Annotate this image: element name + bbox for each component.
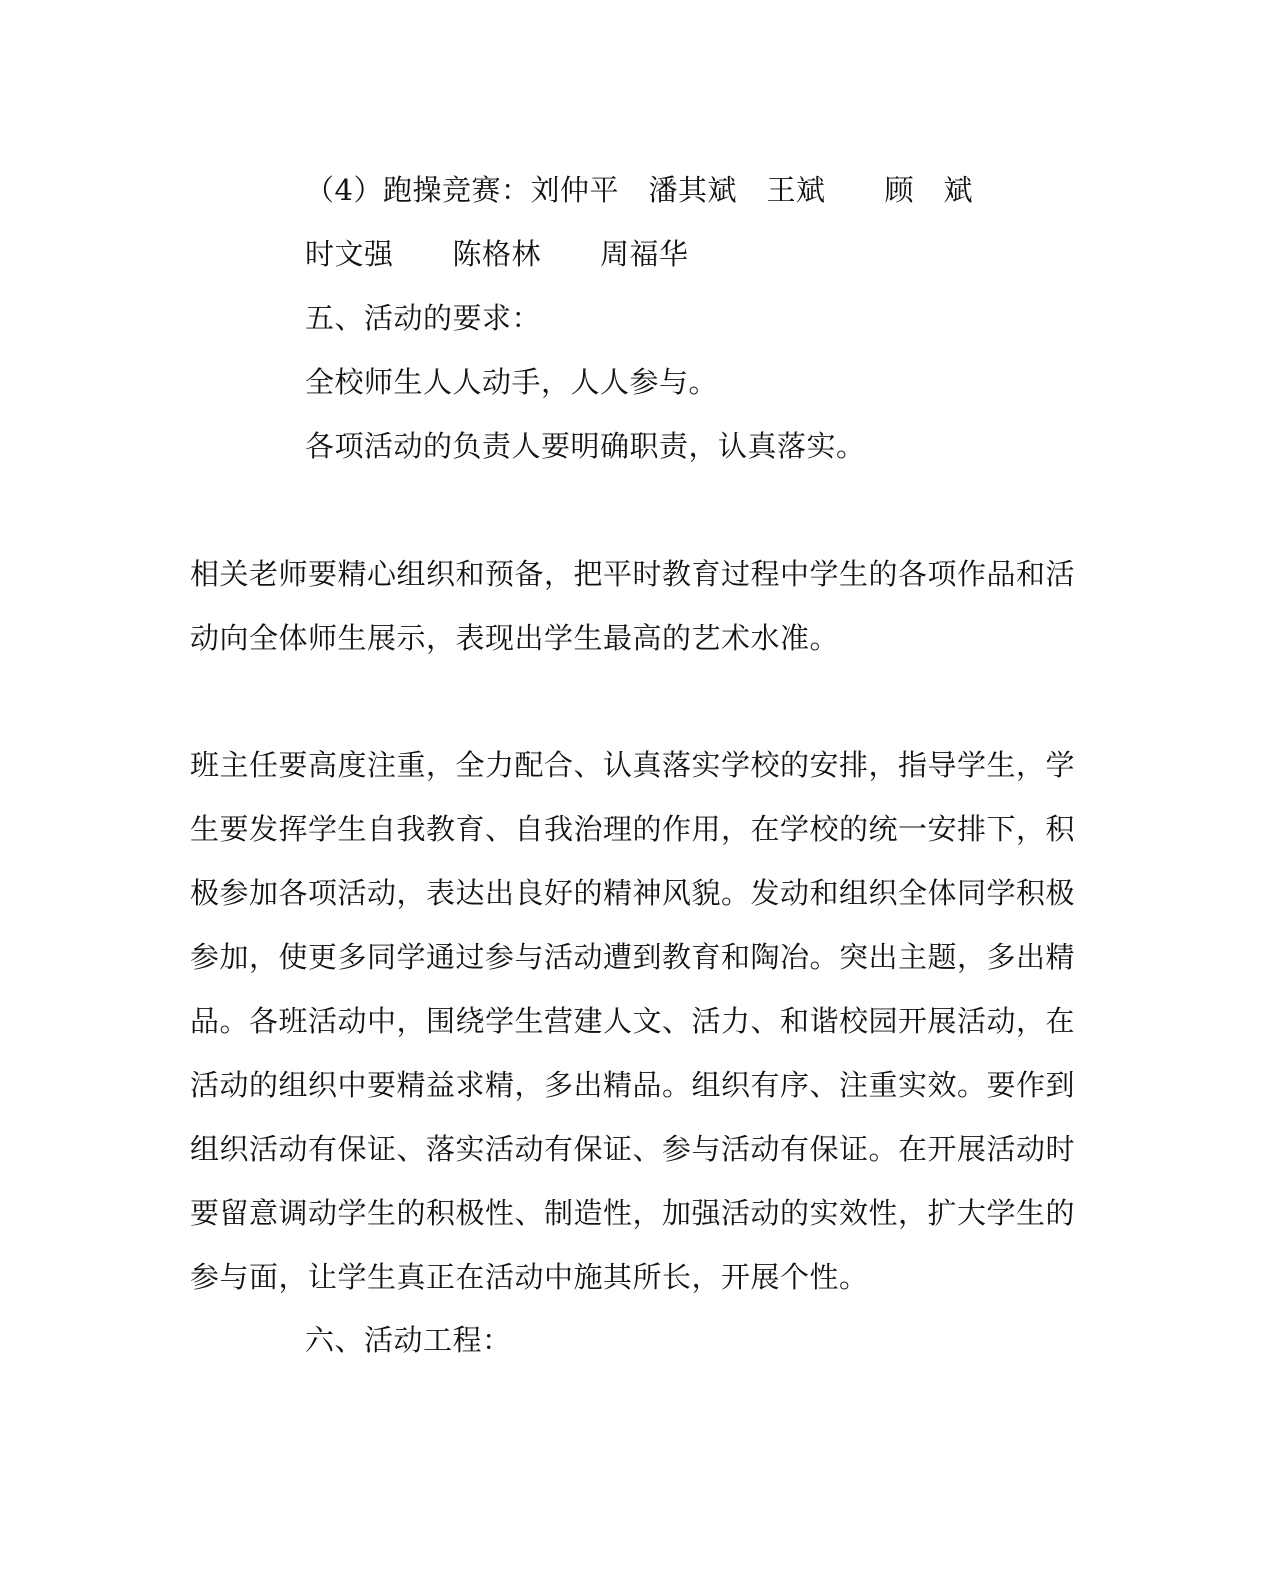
paragraph-class-teachers-line-7: 组织活动有保证、落实活动有保证、参与活动有保证。在开展活动时 bbox=[190, 1132, 1076, 1166]
paragraph-class-teachers-line-8: 要留意调动学生的积极性、制造性，加强活动的实效性，扩大学生的 bbox=[190, 1196, 1076, 1230]
paragraph-class-teachers-line-9: 参与面，让学生真正在活动中施其所长，开展个性。 bbox=[190, 1260, 869, 1294]
paragraph-class-teachers-line-3: 极参加各项活动，表达出良好的精神风貌。发动和组织全体同学积极 bbox=[190, 876, 1076, 910]
paragraph-class-teachers-line-4: 参加，使更多同学通过参与活动遭到教育和陶冶。突出主题，多出精 bbox=[190, 940, 1076, 974]
paragraph-teachers-line-2: 动向全体师生展示，表现出学生最高的艺术水准。 bbox=[190, 621, 840, 655]
running-exercise-judges-line: （4）跑操竞赛：刘仲平 潘其斌 王斌 顾 斌 bbox=[305, 173, 973, 207]
paragraph-class-teachers-line-5: 品。各班活动中，围绕学生营建人文、活力、和谐校园开展活动，在 bbox=[190, 1004, 1076, 1038]
requirement-participation: 全校师生人人动手，人人参与。 bbox=[305, 365, 719, 399]
paragraph-class-teachers-line-6: 活动的组织中要精益求精，多出精品。组织有序、注重实效。要作到 bbox=[190, 1068, 1076, 1102]
paragraph-class-teachers-line-2: 生要发挥学生自我教育、自我治理的作用，在学校的统一安排下，积 bbox=[190, 812, 1076, 846]
section-heading-activity-project: 六、活动工程： bbox=[305, 1323, 512, 1357]
requirement-responsibility: 各项活动的负责人要明确职责，认真落实。 bbox=[305, 429, 866, 463]
paragraph-class-teachers-line-1: 班主任要高度注重，全力配合、认真落实学校的安排，指导学生，学 bbox=[190, 748, 1076, 782]
running-exercise-judges-continued: 时文强 陈格林 周福华 bbox=[305, 237, 689, 271]
section-heading-requirements: 五、活动的要求： bbox=[305, 301, 542, 335]
paragraph-teachers-line-1: 相关老师要精心组织和预备，把平时教育过程中学生的各项作品和活 bbox=[190, 557, 1076, 591]
